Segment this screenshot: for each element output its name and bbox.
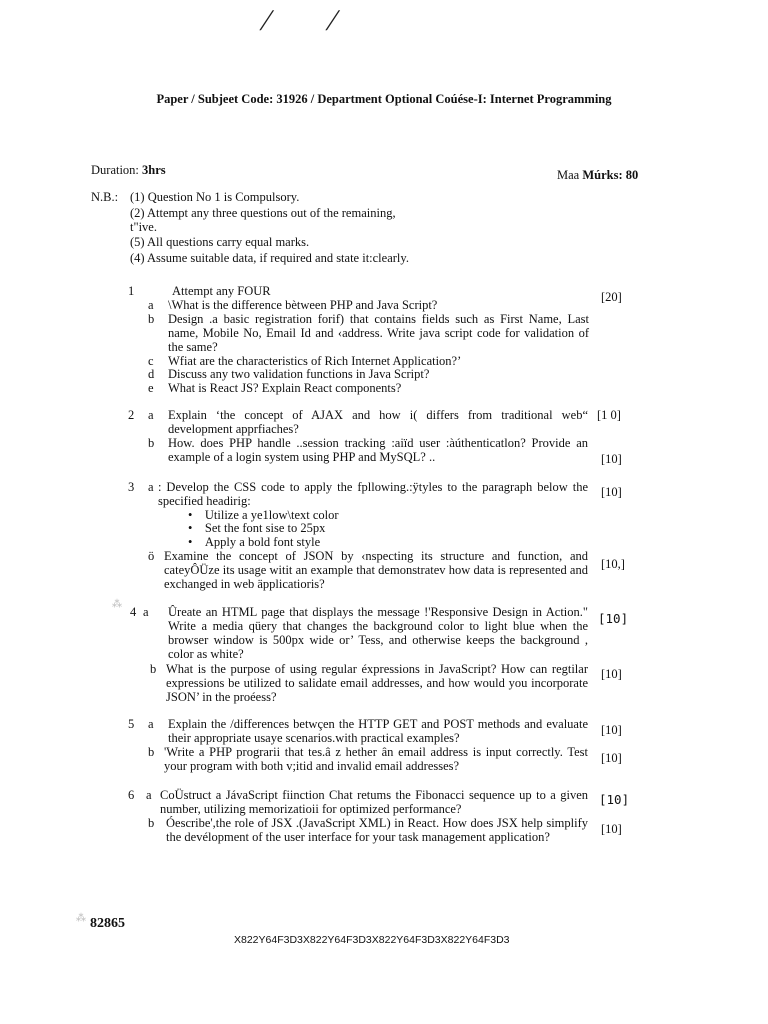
part-marks: [10] (601, 723, 622, 737)
part-text: \What is the difference bètween PHP and Java Script? (168, 298, 438, 312)
max-marks-label: Maa (557, 168, 580, 182)
part-label: b (150, 662, 157, 676)
part-text: Explain ‘the concept of AJAX and how i( differs from traditional web“ development apprfiaches? (168, 408, 588, 436)
notes-prefix: N.B.: (91, 190, 119, 204)
part-marks: [10] (601, 485, 622, 499)
note-line: (2) Attempt any three questions out of the remaining, (130, 206, 396, 220)
part-text: Wfiat are the characteristics of Rich Internet Application?’ (168, 354, 462, 368)
question-number: 4 (130, 605, 137, 619)
question-number: 1 (128, 284, 135, 298)
part-label: b (148, 816, 155, 830)
part-marks: [1 0] (597, 408, 621, 422)
paper-title: Paper / Subjeet Code: 31926 / Department Optional Coúése-I: Internet Programming (156, 92, 612, 106)
note-line: (4) Assume suitable data, if required and state it:clearly. (130, 251, 409, 265)
part-marks: [10] (601, 822, 622, 836)
footer-code: X822Y64F3D3X822Y64F3D3X822Y64F3D3X822Y64F3D3 (234, 934, 510, 946)
part-label: b (148, 312, 155, 326)
bullet-item: • Set the font sise to 25px (188, 521, 326, 535)
scan-smudge: ⁂ (76, 913, 86, 924)
paper-number: 82865 (90, 916, 125, 931)
part-text: Explain the /differences betwçen the HTTP GET and POST methods and evaluate their appropriate usaye scenarios.with practical examples? (168, 717, 588, 745)
part-label: b (148, 745, 155, 759)
part-label: a (143, 605, 149, 619)
part-label: ö (148, 549, 155, 563)
part-label: d (148, 367, 155, 381)
note-line: t"ive. (130, 220, 157, 234)
part-marks: [10] (598, 611, 629, 626)
part-text: CoÜstruct a JávaScript fiinction Chat retums the Fibonacci sequence up to a given number, utilizing memorizatioii for optimized performance? (160, 788, 588, 816)
part-text: What is React JS? Explain React components? (168, 381, 402, 395)
bullet-item: • Apply a bold font style (188, 535, 321, 549)
part-text: 'Write a PHP prograrii that tes.â z hether ân email address is input correctly. Test your program with both v;itid and invalid email addresses? (164, 745, 588, 773)
bullet-item: • Utilize a ye1low\text color (188, 508, 339, 522)
max-marks-value: Múrks: 80 (582, 168, 639, 182)
part-text: Design .a basic registration forif) that contains fields such as First Name, Last name, Mobile No, Email Id and ‹address. Write java script code for validation of the same? (168, 312, 589, 354)
note-line: (5) All questions carry equal marks. (130, 235, 310, 249)
question-number: 2 (128, 408, 135, 422)
part-marks: [10] (601, 452, 622, 466)
scan-smudge: ⁂ (112, 599, 122, 610)
max-marks (557, 168, 638, 182)
part-text: : Develop the CSS code to apply the fpllowing.:ÿtyles to the paragraph below the specified headirig: (158, 480, 588, 508)
part-label: a (148, 480, 154, 494)
part-text: What is the purpose of using regular éxpressions in JavaScript? How can regtilar expressions be utilized to salidate email addresses, and how would you incorporate JSON’ in the proéess? (166, 662, 588, 704)
part-label: b (148, 436, 155, 450)
part-label: c (148, 354, 154, 368)
part-text: Examine the concept of JSON by ‹nspecting its structure and function, and cateyÔÜze its usage witit an example that demonstratev how data is represented and exchanged in web äpplicatioris? (164, 549, 588, 591)
part-text: How. does PHP handle ..session tracking :aiïd user :àúthenticatlon? Provide an example of a login system using PHP and MySQL? .. (168, 436, 588, 464)
question-number: 6 (128, 788, 135, 802)
question-marks: [20] (601, 290, 622, 304)
part-label: a (148, 298, 154, 312)
bullet-text: Apply a bold font style (204, 535, 321, 549)
duration (91, 163, 166, 177)
part-marks: [10] (601, 751, 622, 765)
question-number: 5 (128, 717, 135, 731)
part-marks: [10] (601, 667, 622, 681)
bullet-text: Utilize a ye1low\text color (204, 508, 339, 522)
part-text: Óescribe',the role of JSX .(JavaScript XML) in React. How does JSX help simplify the devélopment of the user interface for your task management application? (166, 816, 588, 844)
duration-value: 3hrs (142, 163, 166, 177)
part-label: a (146, 788, 152, 802)
duration-label: Duration: (91, 163, 139, 177)
part-text: Discuss any two validation functions in Java Script? (168, 367, 430, 381)
pen-mark-right: / (325, 4, 339, 37)
bullet-text: Set the font sise to 25px (204, 521, 326, 535)
part-text: Ûreate an HTML page that displays the message !'Responsive Design in Action." Write a media qüery that changes the background color to light blue when the browser window is 500px wide or’ Tess, and otherwise keeps the background , color as white? (168, 605, 588, 661)
question-intro: Attempt any FOUR (172, 284, 271, 298)
note-line: (1) Question No 1 is Compulsory. (130, 190, 300, 204)
part-marks: [10,] (601, 557, 625, 571)
part-marks: [10] (599, 792, 630, 807)
part-label: a (148, 717, 154, 731)
pen-mark-left: / (259, 4, 273, 37)
question-number: 3 (128, 480, 135, 494)
part-label: a (148, 408, 154, 422)
part-label: e (148, 381, 154, 395)
